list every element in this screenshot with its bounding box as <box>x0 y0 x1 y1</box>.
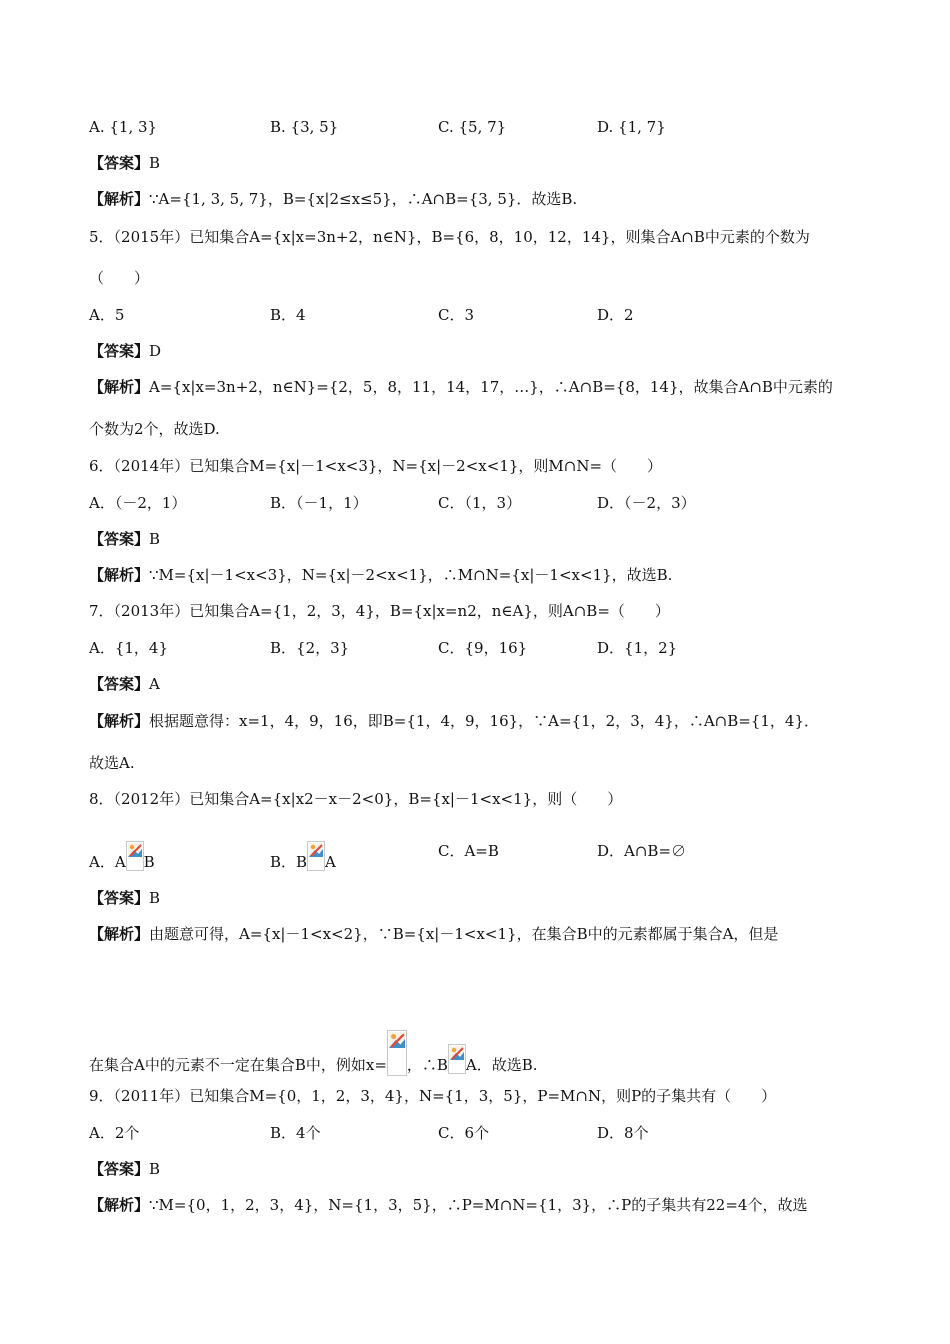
q6-answer <box>89 529 160 549</box>
q8-option-d: D．A∩B=∅ <box>597 842 687 860</box>
q5-stem: 5．（2015年）已知集合A={x|x=3n+2，n∈N}，B={6，8，10，12，14}，则集合A∩B中元素的个数为 <box>89 228 810 246</box>
subset-symbol-image <box>126 841 144 871</box>
analysis-text: ∵M={x|－1<x<3}，N={x|－2<x<1}，∴M∩N={x|－1<x<1}，故选B. <box>149 566 673 584</box>
answer-label: 【答案】 <box>89 342 150 360</box>
analysis-label: 【解析】 <box>89 712 150 730</box>
q9-stem: 9．（2011年）已知集合M={0，1，2，3，4}，N={1，3，5}，P=M∩N，则P的子集共有（ ） <box>89 1087 777 1105</box>
q8-option-b <box>270 841 336 872</box>
q5-option-d: D．2 <box>597 306 634 324</box>
analysis-text: 由题意可得，A={x|－1<x<2}，∵B={x|－1<x<1}，在集合B中的元素都属于集合A，但是 <box>149 925 779 943</box>
q7-analysis <box>89 711 819 731</box>
q8-answer <box>89 888 160 908</box>
q5-analysis-cont: 个数为2个，故选D. <box>89 420 220 438</box>
analysis-label: 【解析】 <box>89 925 150 943</box>
q4-answer <box>89 153 160 173</box>
q9-option-c: C．6个 <box>438 1124 490 1142</box>
analysis-text: 在集合A中的元素不一定在集合B中，例如x= <box>89 1056 387 1074</box>
answer-value: B <box>149 1160 161 1178</box>
q5-answer <box>89 341 161 361</box>
q6-stem: 6．（2014年）已知集合M={x|－1<x<3}，N={x|－2<x<1}，则M∩N=（ ） <box>89 457 663 475</box>
q7-option-a: A．{1，4} <box>89 639 169 657</box>
q6-option-d: D．（－2，3） <box>597 494 696 512</box>
q4-analysis <box>89 189 577 209</box>
q4-option-b: B. {3, 5} <box>270 118 339 136</box>
q9-option-d: D．8个 <box>597 1124 649 1142</box>
q7-stem: 7．（2013年）已知集合A={1，2，3，4}，B={x|x=n2，n∈A}，则A∩B=（ ） <box>89 602 670 620</box>
analysis-text: ，∴B <box>406 1056 448 1074</box>
q7-analysis-cont: 故选A. <box>89 754 135 772</box>
answer-label: 【答案】 <box>89 675 150 693</box>
subset-symbol-image <box>448 1044 466 1074</box>
q8-stem: 8．（2012年）已知集合A={x|x2－x－2<0}，B={x|－1<x<1}，则（ ） <box>89 790 623 808</box>
q6-option-c: C．（1，3） <box>438 494 522 512</box>
answer-value: B <box>149 889 161 907</box>
analysis-label: 【解析】 <box>89 1196 150 1214</box>
answer-label: 【答案】 <box>89 154 150 172</box>
analysis-text: A．故选B. <box>465 1056 538 1074</box>
analysis-label: 【解析】 <box>89 566 150 584</box>
q7-option-d: D．{1，2} <box>597 639 678 657</box>
example-value-image <box>387 1030 407 1076</box>
q9-analysis <box>89 1195 807 1215</box>
answer-value: A <box>149 675 160 693</box>
q8-option-c: C．A=B <box>438 842 499 860</box>
analysis-text: ∵M={0，1，2，3，4}，N={1，3，5}，∴P=M∩N={1，3}，∴P的子集共有22=4个，故选 <box>149 1196 808 1214</box>
q4-option-d: D. {1, 7} <box>597 118 666 136</box>
q5-option-b: B．4 <box>270 306 306 324</box>
q9-option-b: B．4个 <box>270 1124 321 1142</box>
q7-answer <box>89 674 160 694</box>
q9-answer <box>89 1159 160 1179</box>
q4-option-a: A. {1, 3} <box>89 118 158 136</box>
q5-option-a: A．5 <box>89 306 125 324</box>
option-text: A．A <box>89 853 126 871</box>
q7-option-c: C．{9，16} <box>438 639 528 657</box>
answer-value: B <box>149 154 161 172</box>
analysis-text: A={x|x=3n+2，n∈N}={2，5，8，11，14，17，…}，∴A∩B={8，14}，故集合A∩B中元素的 <box>149 378 833 396</box>
analysis-text: ∵A={1, 3, 5, 7}，B={x|2≤x≤5}，∴A∩B={3, 5}．故选B. <box>149 190 578 208</box>
analysis-label: 【解析】 <box>89 190 150 208</box>
q6-option-b: B．（－1，1） <box>270 494 368 512</box>
q6-analysis <box>89 565 672 585</box>
q7-option-b: B．{2，3} <box>270 639 350 657</box>
option-text: B <box>143 853 155 871</box>
answer-label: 【答案】 <box>89 1160 150 1178</box>
q8-option-a <box>89 841 155 872</box>
q8-analysis <box>89 924 778 944</box>
q5-analysis <box>89 377 833 397</box>
answer-value: B <box>149 530 161 548</box>
answer-value: D <box>149 342 162 360</box>
answer-label: 【答案】 <box>89 530 150 548</box>
option-text: A <box>325 853 336 871</box>
answer-label: 【答案】 <box>89 889 150 907</box>
q6-option-a: A．（－2，1） <box>89 494 187 512</box>
analysis-label: 【解析】 <box>89 378 150 396</box>
q5-paren: （ ） <box>89 269 150 287</box>
q4-option-c: C. {5, 7} <box>438 118 507 136</box>
q5-option-c: C．3 <box>438 306 475 324</box>
option-text: B．B <box>270 853 308 871</box>
q9-option-a: A．2个 <box>89 1124 140 1142</box>
analysis-text: 根据题意得：x=1，4，9，16，即B={1，4，9，16}，∵A={1，2，3，4}，∴A∩B={1，4}． <box>149 712 819 730</box>
q8-analysis-cont <box>89 1030 538 1076</box>
subset-symbol-image <box>307 841 325 871</box>
